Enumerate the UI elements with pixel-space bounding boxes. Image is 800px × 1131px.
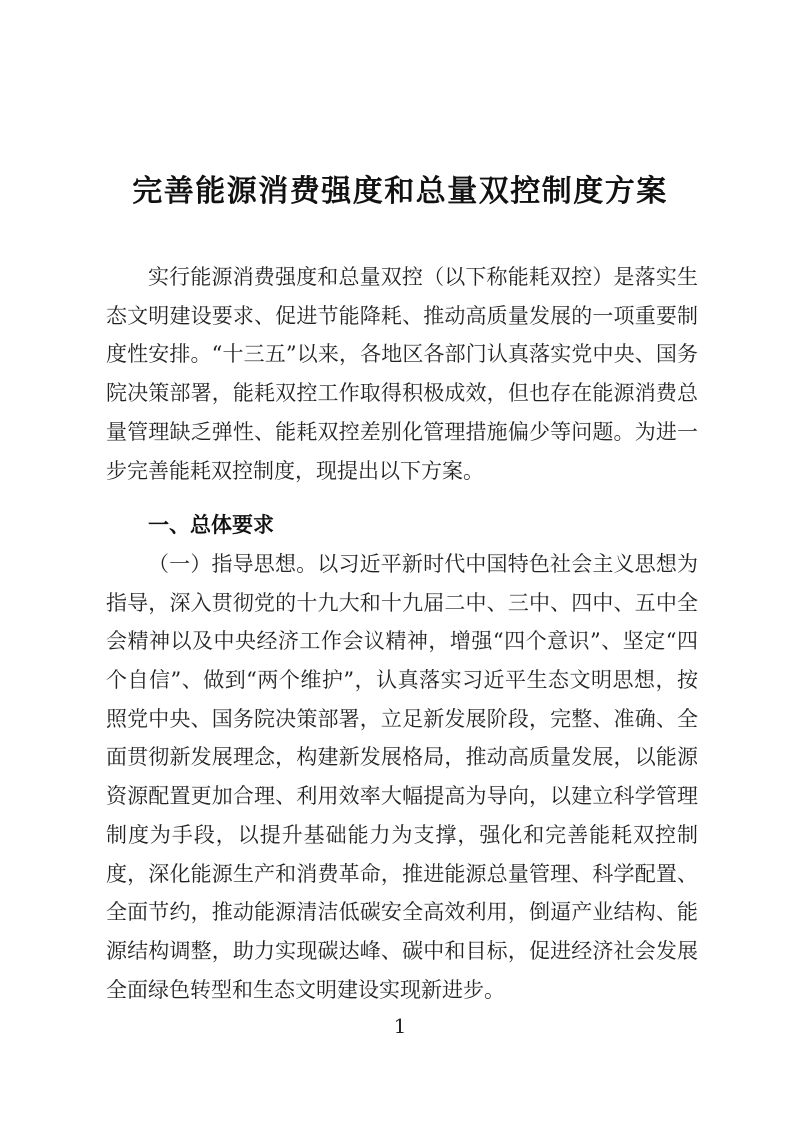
section-paragraph-guiding-ideology: （一）指导思想。以习近平新时代中国特色社会主义思想为指导，深入贯彻党的十九大和十九届二中、三中、四中、五中全会精神以及中央经济工作会议精神，增强“四个意识”、坚定“四个自信”、做到“两个维护”，认真落实习近平生态文明思想，按照党中央、国务院决策部署，立足新发展阶段，完整、准确、全面贯彻新发展理念，构建新发展格局，推动高质量发展，以能源资源配置更加合理、利用效率大幅提高为导向，以建立科学管理制度为手段，以提升基础能力为支撑，强化和完善能耗双控制度，深化能源生产和消费革命，推进能源总量管理、科学配置、全面节约，推动能源清洁低碳安全高效利用，倒逼产业结构、能源结构调整，助力实现碳达峰、碳中和目标，促进经济社会发展全面绿色转型和生态文明建设实现新进步。 <box>106 551 698 1002</box>
section-heading-overall-requirements: 一、总体要求 <box>148 513 274 538</box>
page-number: 1 <box>393 1014 407 1039</box>
document-title: 完善能源消费强度和总量双控制度方案 <box>132 174 668 209</box>
intro-paragraph: 实行能源消费强度和总量双控（以下称能耗双控）是落实生态文明建设要求、促进节能降耗、推动高质量发展的一项重要制度性安排。“十三五”以来，各地区各部门认真落实党中央、国务院决策部署，能耗双控工作取得积极成效，但也存在能源消费总量管理缺乏弹性、能耗双控差别化管理措施偏少等问题。为进一步完善能耗双控制度，现提出以下方案。 <box>106 265 698 483</box>
document-body <box>0 258 800 1009</box>
